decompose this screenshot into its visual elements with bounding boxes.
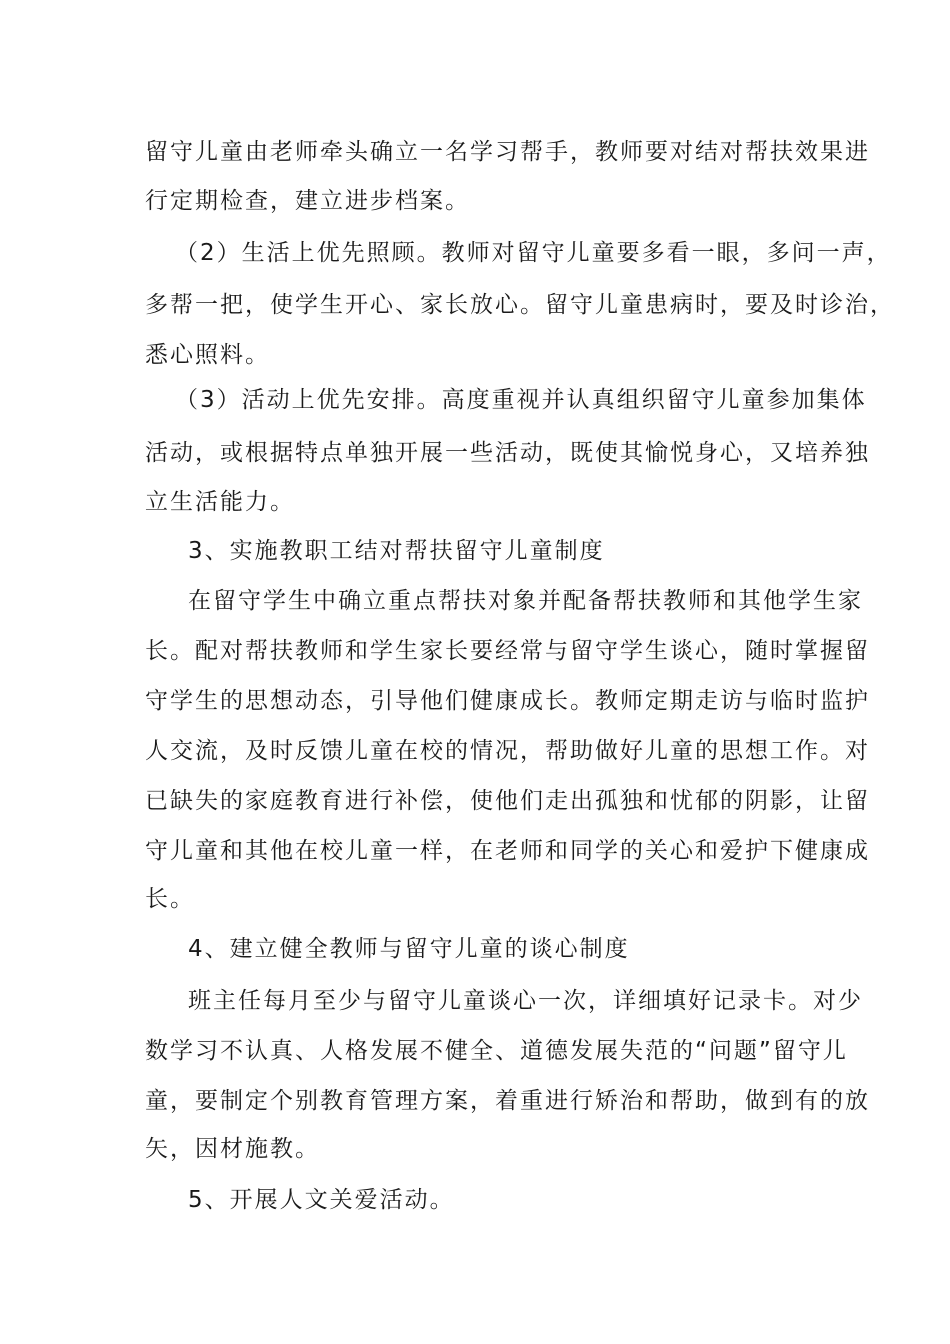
text-line: 活动，或根据特点单独开展一些活动，既使其愉悦身心，又培养独 [145,440,870,466]
text-line: 已缺失的家庭教育进行补偿，使他们走出孤独和忧郁的阴影，让留 [145,788,870,814]
text-line: 立生活能力。 [145,489,295,515]
text-line: （3）活动上优先安排。高度重视并认真组织留守儿童参加集体 [175,387,867,413]
text-line: 守学生的思想动态，引导他们健康成长。教师定期走访与临时监护 [145,688,870,714]
text-line: 矢，因材施教。 [145,1136,320,1162]
section-heading: 4、建立健全教师与留守儿童的谈心制度 [188,936,630,962]
text-line: 长。配对帮扶教师和学生家长要经常与留守学生谈心，随时掌握留 [145,638,870,664]
text-line: 在留守学生中确立重点帮扶对象并配备帮扶教师和其他学生家 [188,588,863,614]
text-line: 长。 [145,886,195,912]
text-line: 童，要制定个别教育管理方案，着重进行矫治和帮助，做到有的放 [145,1088,870,1114]
text-line: 数学习不认真、人格发展不健全、道德发展失范的“问题”留守儿 [145,1038,848,1064]
text-line: 班主任每月至少与留守儿童谈心一次，详细填好记录卡。对少 [188,988,863,1014]
text-line: 守儿童和其他在校儿童一样，在老师和同学的关心和爱护下健康成 [145,838,870,864]
section-heading: 3、实施教职工结对帮扶留守儿童制度 [188,538,605,564]
text-line: （2）生活上优先照顾。教师对留守儿童要多看一眼，多问一声， [175,240,892,266]
text-line: 留守儿童由老师牵头确立一名学习帮手，教师要对结对帮扶效果进 [145,139,870,165]
text-line: 行定期检查，建立进步档案。 [145,188,470,214]
text-line: 悉心照料。 [145,342,270,368]
text-line: 人交流，及时反馈儿童在校的情况，帮助做好儿童的思想工作。对 [145,738,870,764]
text-line: 多帮一把，使学生开心、家长放心。留守儿童患病时，要及时诊治， [145,292,895,318]
section-heading: 5、开展人文关爱活动。 [188,1187,455,1213]
